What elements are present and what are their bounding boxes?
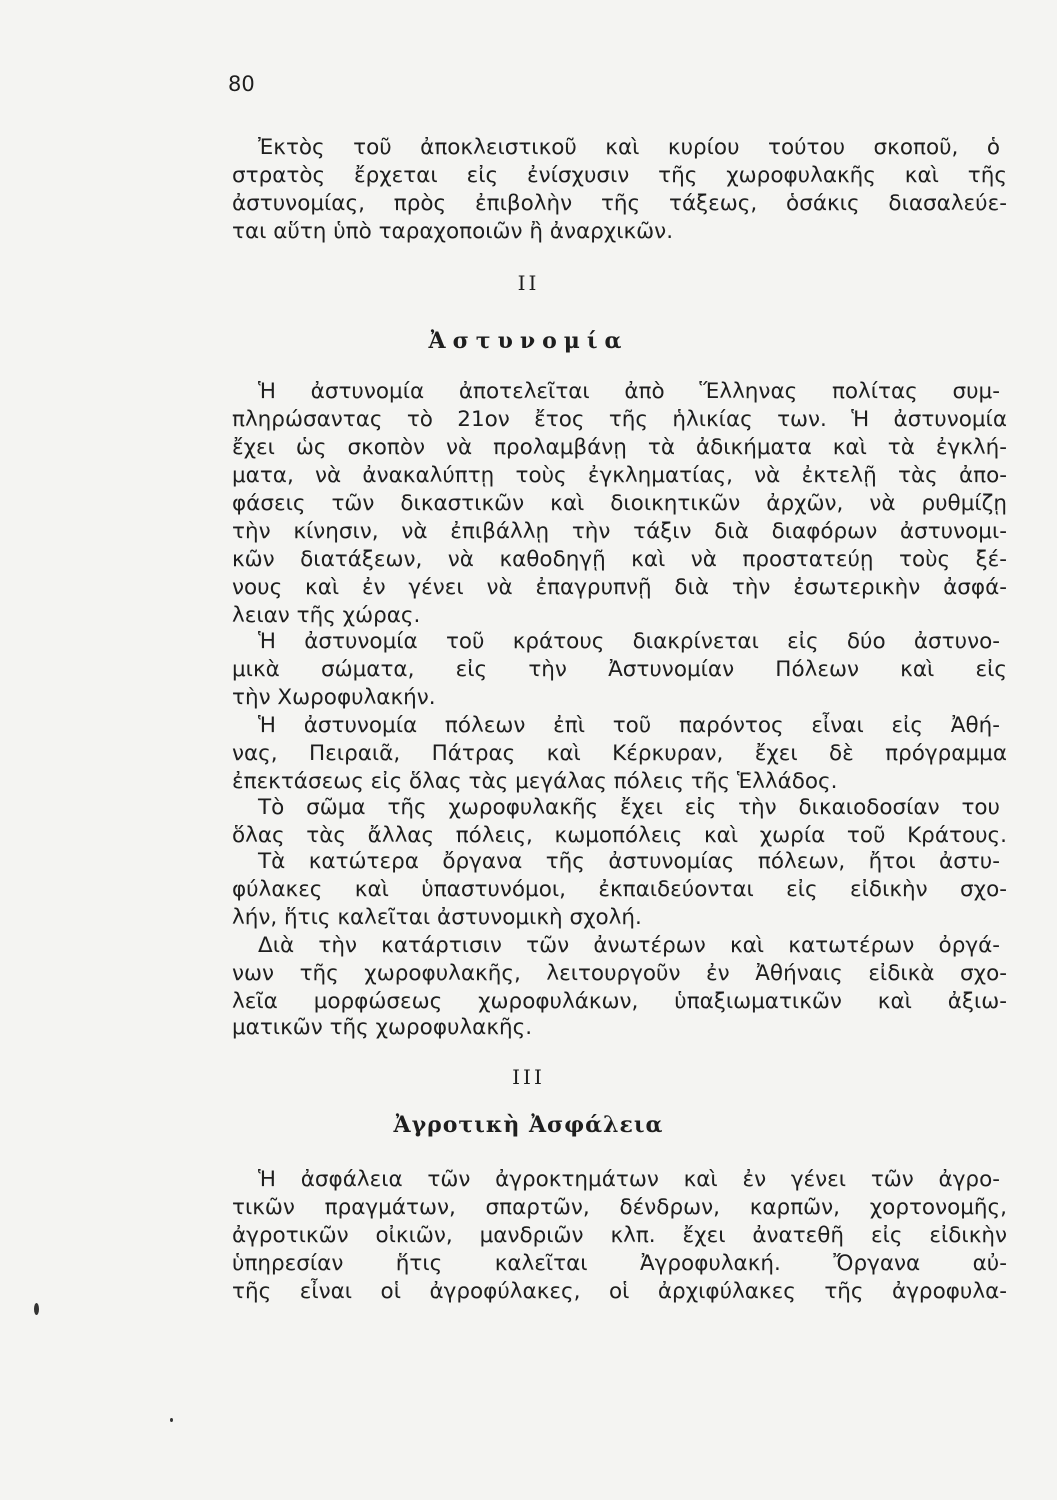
page-number: 80 (228, 72, 255, 96)
text-line: ματα, νὰ ἀνακαλύπτῃ τοὺς ἐγκληματίας, νὰ ἐκτελῇ τὰς ἀπο- (232, 463, 1007, 488)
text-line: τὴν Χωροφυλακήν. (232, 685, 436, 710)
text-line: νας, Πειραιᾶ, Πάτρας καὶ Κέρκυραν, ἔχει δὲ πρόγραμμα (232, 741, 1007, 766)
text-line: πληρώσαντας τὸ 21ον ἔτος τῆς ἡλικίας των. Ἡ ἀστυνομία (232, 407, 1007, 432)
text-line: λειαν τῆς χώρας. (232, 603, 421, 628)
scan-speck (170, 1418, 173, 1422)
text-line: ἀγροτικῶν οἰκιῶν, μανδριῶν κλπ. ἔχει ἀνατεθῆ εἰς εἰδικὴν (232, 1223, 1007, 1248)
text-line: φύλακες καὶ ὑπαστυνόμοι, ἐκπαιδεύονται εἰς εἰδικὴν σχο- (232, 877, 1007, 902)
scan-speck (34, 1303, 39, 1315)
text-line: νους καὶ ἐν γένει νὰ ἐπαγρυπνῇ διὰ τὴν ἐσωτερικὴν ἀσφά- (232, 575, 1007, 600)
text-line: Ἐκτὸς τοῦ ἀποκλειστικοῦ καὶ κυρίου τούτου σκοποῦ, ὁ (258, 135, 1000, 160)
text-line: ὑπηρεσίαν ἥτις καλεῖται Ἀγροφυλακή. Ὄργανα αὐ- (232, 1251, 1007, 1276)
section-numeral: III (512, 1065, 545, 1089)
text-line: ἔχει ὡς σκοπὸν νὰ προλαμβάνῃ τὰ ἀδικήματα καὶ τὰ ἐγκλή- (232, 435, 1007, 460)
text-line: ἐπεκτάσεως εἰς ὅλας τὰς μεγάλας πόλεις τῆς Ἑλλάδος. (232, 769, 838, 794)
text-line: Ἡ ἀστυνομία πόλεων ἐπὶ τοῦ παρόντος εἶναι εἰς Ἀθή- (258, 713, 1000, 738)
text-line: τῆς εἶναι οἱ ἀγροφύλακες, οἱ ἀρχιφύλακες τῆς ἀγροφυλα- (232, 1279, 1007, 1304)
text-line: φάσεις τῶν δικαστικῶν καὶ διοικητικῶν ἀρχῶν, νὰ ρυθμίζῃ (232, 491, 1007, 516)
text-line: λήν, ἥτις καλεῖται ἀστυνομικὴ σχολή. (232, 905, 642, 930)
text-line: τὴν κίνησιν, νὰ ἐπιβάλλῃ τὴν τάξιν διὰ διαφόρων ἀστυνομι- (232, 519, 1007, 544)
text-line: ται αὕτη ὑπὸ ταραχοποιῶν ἢ ἀναρχικῶν. (232, 219, 674, 244)
text-line: στρατὸς ἔρχεται εἰς ἐνίσχυσιν τῆς χωροφυλακῆς καὶ τῆς (232, 163, 1007, 188)
text-line: μικὰ σώματα, εἰς τὴν Ἀστυνομίαν Πόλεων καὶ εἰς (232, 657, 1007, 682)
text-line: νων τῆς χωροφυλακῆς, λειτουργοῦν ἐν Ἀθήναις εἰδικὰ σχο- (232, 961, 1007, 986)
text-line: Ἡ ἀσφάλεια τῶν ἀγροκτημάτων καὶ ἐν γένει τῶν ἀγρο- (258, 1167, 1000, 1192)
text-line: κῶν διατάξεων, νὰ καθοδηγῇ καὶ νὰ προστατεύῃ τοὺς ξέ- (232, 547, 1007, 572)
text-line: τικῶν πραγμάτων, σπαρτῶν, δένδρων, καρπῶν, χορτονομῆς, (232, 1195, 1007, 1220)
text-line: Ἡ ἀστυνομία ἀποτελεῖται ἀπὸ Ἕλληνας πολίτας συμ- (258, 379, 1000, 404)
section-heading: Ἀστυνομία (428, 328, 629, 354)
text-line: ὅλας τὰς ἄλλας πόλεις, κωμοπόλεις καὶ χωρία τοῦ Κράτους. (232, 823, 1007, 848)
section-heading: Ἀγροτικὴ Ἀσφάλεια (393, 1112, 664, 1138)
section-numeral: II (517, 271, 540, 295)
text-line: λεῖα μορφώσεως χωροφυλάκων, ὑπαξιωματικῶν καὶ ἀξιω- (232, 989, 1007, 1014)
text-line: Τὸ σῶμα τῆς χωροφυλακῆς ἔχει εἰς τὴν δικαιοδοσίαν του (258, 795, 1000, 820)
text-line: ἀστυνομίας, πρὸς ἐπιβολὴν τῆς τάξεως, ὁσάκις διασαλεύε- (232, 191, 1007, 216)
text-line: ματικῶν τῆς χωροφυλακῆς. (232, 1015, 533, 1040)
text-line: Τὰ κατώτερα ὄργανα τῆς ἀστυνομίας πόλεων, ἤτοι ἀστυ- (258, 849, 1000, 874)
text-line: Ἡ ἀστυνομία τοῦ κράτους διακρίνεται εἰς δύο ἀστυνο- (258, 629, 1000, 654)
text-line: Διὰ τὴν κατάρτισιν τῶν ἀνωτέρων καὶ κατωτέρων ὀργά- (258, 933, 1000, 958)
